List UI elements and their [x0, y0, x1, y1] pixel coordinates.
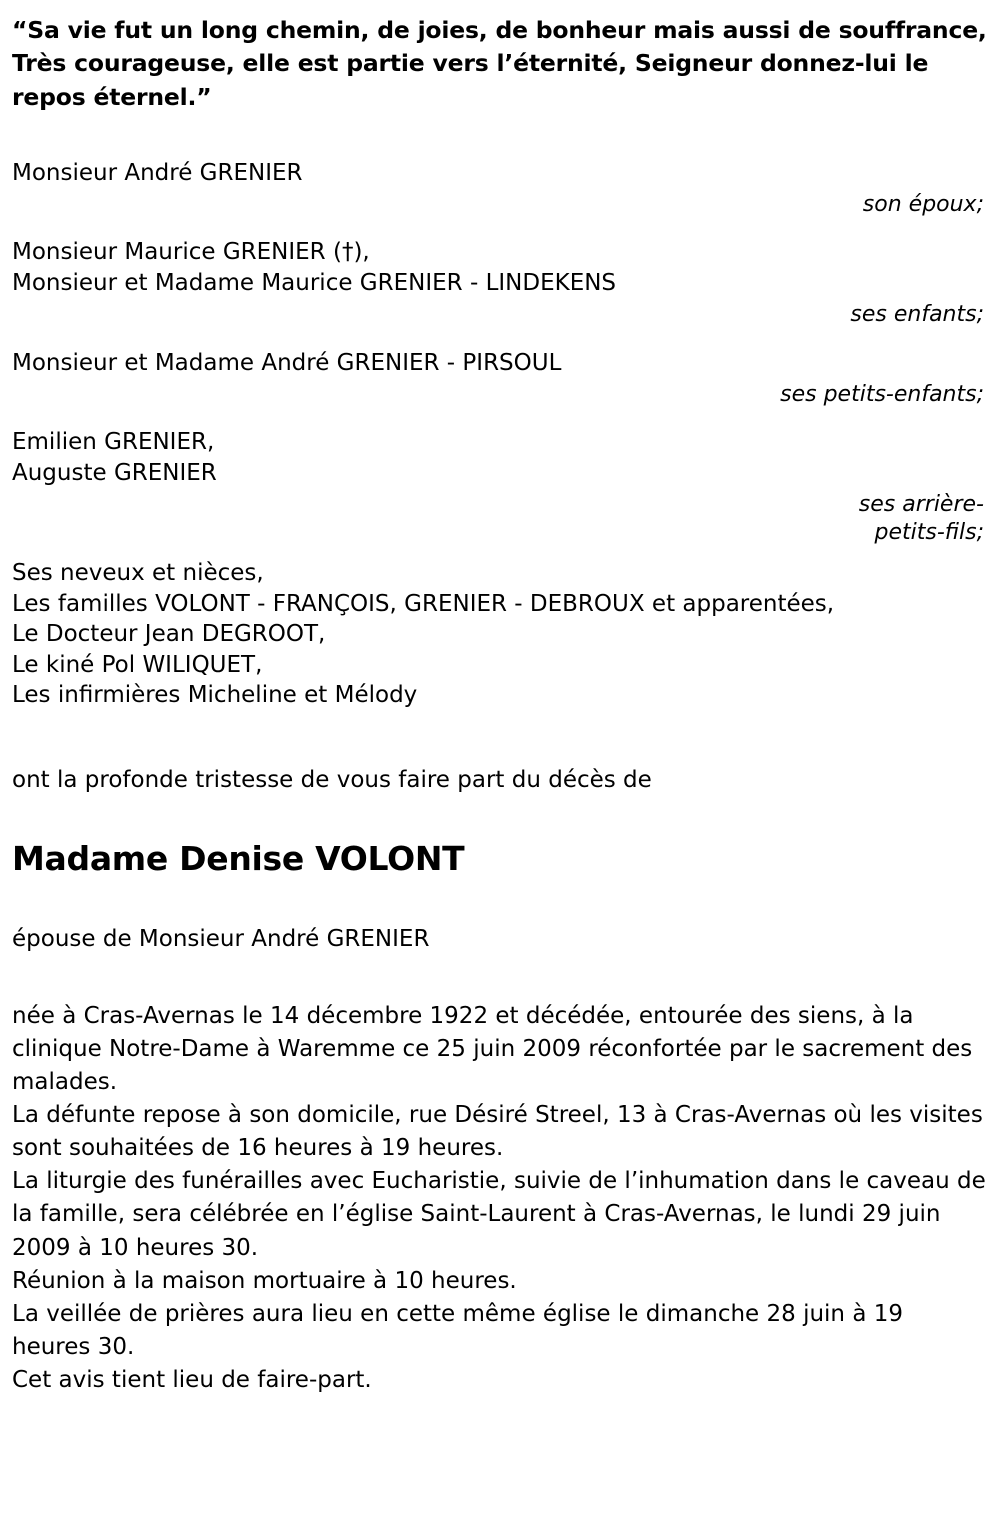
family-relation — [12, 381, 988, 410]
relation-line: ses enfants; — [850, 302, 984, 328]
detail-paragraph: Réunion à la maison mortuaire à 10 heures. — [12, 1267, 517, 1294]
family-names — [12, 427, 988, 489]
relation-line: son époux; — [862, 191, 984, 217]
memorial-quote: “Sa vie fut un long chemin, de joies, de bonheur mais aussi de souffrance, Très courageuse, elle est partie vers l’éternité, Seigneur donnez-lui le repos éternel.” — [12, 16, 987, 111]
detail-paragraph: Cet avis tient lieu de faire-part. — [12, 1367, 372, 1394]
deceased-name: Madame Denise VOLONT — [12, 838, 465, 878]
detail-paragraph: La défunte repose à son domicile, rue Désiré Streel, 13 à Cras-Avernas où les visites sont souhaitées de 16 heures à 19 heures. — [12, 1102, 983, 1162]
funeral-details — [12, 1000, 988, 1397]
relation-line: ses arrière- — [858, 491, 984, 517]
family-name-line: Monsieur et Madame André GRENIER - PIRSOUL — [12, 349, 562, 376]
mourner-line: Le kiné Pol WILIQUET, — [12, 651, 263, 678]
mourner-line: Les infirmières Micheline et Mélody — [12, 682, 418, 709]
family-list — [12, 158, 988, 711]
detail-paragraph: La veillée de prières aura lieu en cette même église le dimanche 28 juin à 19 heures 30. — [12, 1300, 903, 1360]
family-block — [12, 348, 988, 409]
family-names — [12, 348, 988, 379]
family-names — [12, 158, 988, 189]
other-mourners-list — [12, 558, 988, 711]
family-name-line: Emilien GRENIER, — [12, 429, 215, 456]
family-relation — [12, 191, 988, 220]
family-names — [12, 237, 988, 299]
family-name-line: Monsieur Maurice GRENIER (†), — [12, 239, 370, 266]
relation-line: ses petits-enfants; — [780, 381, 984, 407]
mourner-line: Ses neveux et nièces, — [12, 559, 264, 586]
mourner-line: Les familles VOLONT - FRANÇOIS, GRENIER - DEBROUX et apparentées, — [12, 590, 835, 617]
spacer — [12, 415, 988, 427]
family-relation — [12, 301, 988, 330]
family-name-line: Monsieur André GRENIER — [12, 160, 303, 187]
family-name-line: Monsieur et Madame Maurice GRENIER - LINDEKENS — [12, 270, 617, 297]
spacer — [12, 336, 988, 348]
spouse-of-text: épouse de Monsieur André GRENIER — [12, 925, 430, 952]
family-block — [12, 158, 988, 219]
family-name-line: Auguste GRENIER — [12, 459, 217, 486]
family-block — [12, 427, 988, 548]
spacer — [12, 225, 988, 237]
detail-paragraph: La liturgie des funérailles avec Eucharistie, suivie de l’inhumation dans le caveau de la famille, sera célébrée en l’église Saint-Laurent à Cras-Avernas, le lundi 29 juin 2009 à 10 heures 30. — [12, 1168, 986, 1261]
family-relation — [12, 491, 988, 548]
announcement-text: ont la profonde tristesse de vous faire part du décès de — [12, 766, 652, 793]
family-block — [12, 237, 988, 329]
mourner-line: Le Docteur Jean DEGROOT, — [12, 621, 326, 648]
detail-paragraph: née à Cras-Avernas le 14 décembre 1922 et décédée, entourée des siens, à la clinique Notre-Dame à Waremme ce 25 juin 2009 réconfortée par le sacrement des malades. — [12, 1002, 973, 1096]
relation-line: petits-fils; — [874, 520, 984, 546]
